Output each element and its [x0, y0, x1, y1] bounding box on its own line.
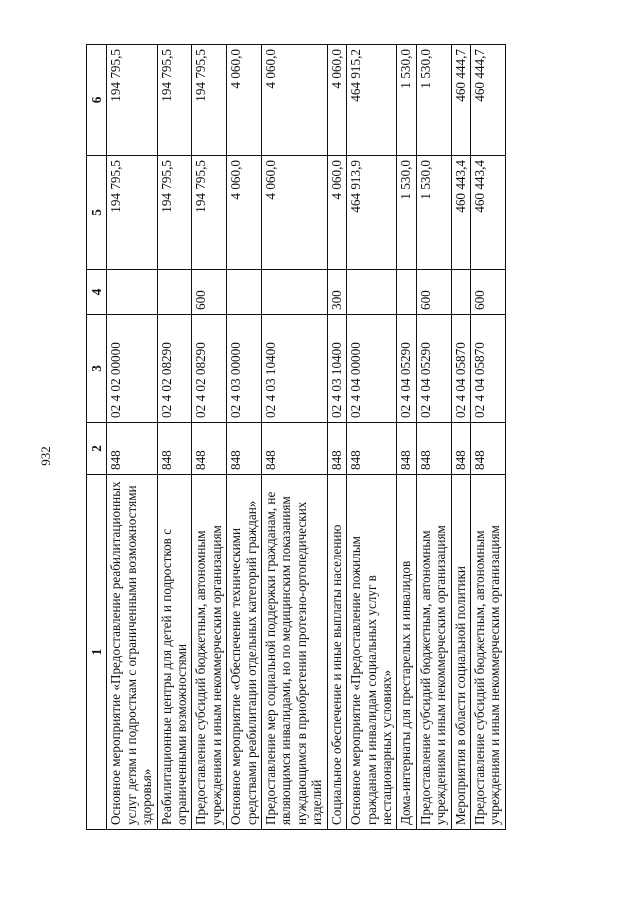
row-col-4: 600 — [470, 270, 505, 315]
row-col-3: 02 4 02 08290 — [192, 315, 227, 423]
row-name: Мероприятия в области социальной политики — [451, 475, 470, 830]
header-col-4: 4 — [87, 270, 107, 315]
row-col-6: 1 530,0 — [416, 45, 451, 156]
row-name: Основное мероприятие «Предоставление пожилым гражданам и инвалидам социальных услуг в нестационарных условиях» — [347, 475, 397, 830]
row-col-2: 848 — [347, 423, 397, 475]
row-col-4: 600 — [416, 270, 451, 315]
rotated-table-frame — [86, 45, 589, 830]
row-col-3: 02 4 03 10400 — [327, 315, 346, 423]
header-col-2: 2 — [87, 423, 107, 475]
table-row — [192, 45, 227, 830]
table-row — [470, 45, 505, 830]
row-col-6: 460 444,7 — [470, 45, 505, 156]
row-col-5: 194 795,5 — [157, 156, 192, 270]
row-col-2: 848 — [157, 423, 192, 475]
row-col-4 — [107, 270, 157, 315]
row-col-6: 4 060,0 — [262, 45, 328, 156]
header-col-3: 3 — [87, 315, 107, 423]
row-col-3: 02 4 02 08290 — [157, 315, 192, 423]
row-col-5: 4 060,0 — [327, 156, 346, 270]
row-col-6: 4 060,0 — [227, 45, 262, 156]
table-header-row — [87, 45, 107, 830]
table-row — [397, 45, 416, 830]
row-col-6: 194 795,5 — [192, 45, 227, 156]
row-col-5: 464 913,9 — [347, 156, 397, 270]
header-col-1: 1 — [87, 475, 107, 830]
row-col-3: 02 4 04 05290 — [416, 315, 451, 423]
row-col-5: 194 795,5 — [107, 156, 157, 270]
row-col-6: 464 915,2 — [347, 45, 397, 156]
table-row — [451, 45, 470, 830]
row-name: Основное мероприятие «Предоставление реабилитационных услуг детям и подросткам с ограниченными возможностями здоровья» — [107, 475, 157, 830]
table-row — [157, 45, 192, 830]
row-col-4 — [157, 270, 192, 315]
header-col-5: 5 — [87, 156, 107, 270]
budget-table — [86, 44, 506, 830]
row-name: Предоставление субсидий бюджетным, автономным учреждениям и иным некоммерческим организациям — [470, 475, 505, 830]
row-col-5: 4 060,0 — [262, 156, 328, 270]
row-col-4: 600 — [192, 270, 227, 315]
row-name: Основное мероприятие «Обеспечение техническими средствами реабилитации отдельных категорий граждан» — [227, 475, 262, 830]
table-row — [327, 45, 346, 830]
table-container — [86, 45, 589, 830]
row-name: Предоставление субсидий бюджетным, автономным учреждениям и иным некоммерческим организациям — [192, 475, 227, 830]
row-col-2: 848 — [192, 423, 227, 475]
row-col-3: 02 4 04 05870 — [451, 315, 470, 423]
row-col-2: 848 — [451, 423, 470, 475]
row-name: Социальное обеспечение и иные выплаты населению — [327, 475, 346, 830]
row-name: Предоставление субсидий бюджетным, автономным учреждениям и иным некоммерческим организациям — [416, 475, 451, 830]
row-col-6: 1 530,0 — [397, 45, 416, 156]
row-col-6: 194 795,5 — [107, 45, 157, 156]
row-col-5: 1 530,0 — [416, 156, 451, 270]
row-col-5: 460 443,4 — [451, 156, 470, 270]
row-col-3: 02 4 03 00000 — [227, 315, 262, 423]
row-col-2: 848 — [416, 423, 451, 475]
row-col-5: 194 795,5 — [192, 156, 227, 270]
row-col-3: 02 4 03 10400 — [262, 315, 328, 423]
row-col-4 — [347, 270, 397, 315]
row-col-2: 848 — [227, 423, 262, 475]
header-col-6: 6 — [87, 45, 107, 156]
row-col-3: 02 4 04 00000 — [347, 315, 397, 423]
row-col-6: 4 060,0 — [327, 45, 346, 156]
table-row — [416, 45, 451, 830]
row-col-2: 848 — [397, 423, 416, 475]
row-col-4 — [397, 270, 416, 315]
table-row — [227, 45, 262, 830]
row-col-2: 848 — [327, 423, 346, 475]
table-row — [347, 45, 397, 830]
table-row — [262, 45, 328, 830]
table-row — [107, 45, 157, 830]
row-col-6: 460 444,7 — [451, 45, 470, 156]
row-col-6: 194 795,5 — [157, 45, 192, 156]
row-name: Дома-интернаты для престарелых и инвалидов — [397, 475, 416, 830]
row-col-3: 02 4 04 05290 — [397, 315, 416, 423]
row-col-2: 848 — [470, 423, 505, 475]
row-name: Реабилитационные центры для детей и подростков с ограниченными возможностями — [157, 475, 192, 830]
row-col-3: 02 4 04 05870 — [470, 315, 505, 423]
row-col-3: 02 4 02 00000 — [107, 315, 157, 423]
row-col-5: 460 443,4 — [470, 156, 505, 270]
row-col-5: 1 530,0 — [397, 156, 416, 270]
row-col-4 — [262, 270, 328, 315]
row-col-4 — [451, 270, 470, 315]
row-col-4: 300 — [327, 270, 346, 315]
row-name: Предоставление мер социальной поддержки гражданам, не являющимся инвалидами, но по медицинским показаниям нуждающимся в приобретении протезно-ортопедических изделий — [262, 475, 328, 830]
row-col-5: 4 060,0 — [227, 156, 262, 270]
row-col-2: 848 — [262, 423, 328, 475]
row-col-2: 848 — [107, 423, 157, 475]
page-number: 932 — [38, 446, 53, 466]
row-col-4 — [227, 270, 262, 315]
